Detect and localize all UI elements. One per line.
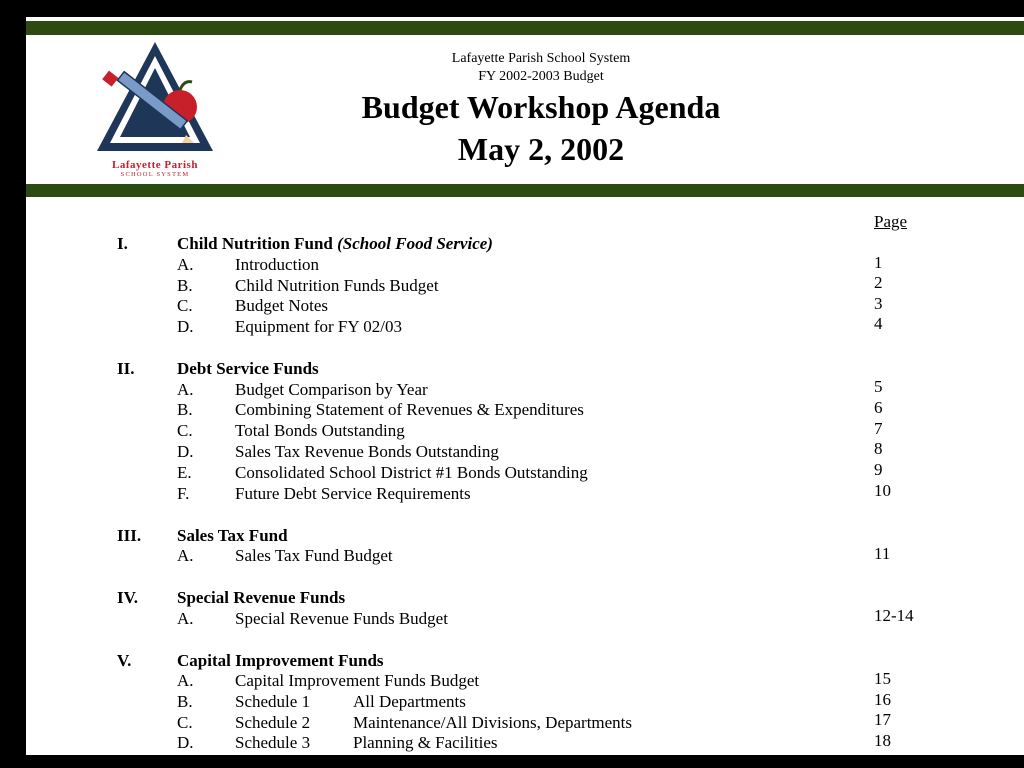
item-page: 4 — [874, 314, 883, 333]
item-letter: A. — [177, 380, 194, 399]
item-page: 11 — [874, 544, 891, 563]
section-title: Special Revenue Funds — [177, 588, 346, 607]
item-letter: E. — [177, 463, 192, 482]
fiscal-year: FY 2002-2003 Budget — [478, 69, 604, 84]
item-letter: D. — [177, 733, 194, 752]
section-numeral: III. — [117, 526, 142, 545]
item-letter: D. — [177, 442, 194, 461]
item-page: 15 — [874, 669, 891, 688]
item-letter: A. — [177, 609, 194, 628]
item-letter: A. — [177, 546, 194, 565]
section-numeral: I. — [117, 234, 128, 253]
item-letter: A. — [177, 671, 194, 690]
item-page: 10 — [874, 481, 891, 500]
item-letter: C. — [177, 421, 193, 440]
item-text: Introduction — [235, 255, 320, 274]
item-detail: All Departments — [353, 692, 466, 711]
item-text: Schedule 2 — [235, 713, 311, 732]
item-text: Total Bonds Outstanding — [235, 421, 405, 440]
item-page: 12-14 — [874, 606, 914, 625]
item-letter: B. — [177, 692, 193, 711]
item-page: 5 — [874, 377, 883, 396]
item-text: Schedule 1 — [235, 692, 311, 711]
section-subtitle: (School Food Service) — [337, 234, 493, 253]
item-text: Child Nutrition Funds Budget — [235, 276, 439, 295]
top-green-band — [26, 21, 1024, 35]
item-page: 18 — [874, 731, 891, 750]
item-text: Special Revenue Funds Budget — [235, 609, 448, 628]
section-numeral: V. — [117, 651, 132, 670]
page-title: Budget Workshop Agenda — [361, 89, 721, 125]
item-text: Future Debt Service Requirements — [235, 484, 471, 503]
item-detail: Planning & Facilities — [353, 733, 498, 752]
item-page: 16 — [874, 690, 891, 709]
item-page: 6 — [874, 398, 883, 417]
section-numeral: IV. — [117, 588, 138, 607]
section-title: Child Nutrition Fund (School Food Service) — [177, 234, 493, 253]
item-letter: C. — [177, 296, 193, 315]
item-text: Combining Statement of Revenues & Expenditures — [235, 400, 584, 419]
item-page: 3 — [874, 294, 883, 313]
item-text: Budget Comparison by Year — [235, 380, 428, 399]
section-title: Debt Service Funds — [177, 359, 319, 378]
item-letter: C. — [177, 713, 193, 732]
item-text: Sales Tax Fund Budget — [235, 546, 393, 565]
item-page: 7 — [874, 419, 883, 438]
item-page: 9 — [874, 460, 883, 479]
item-letter: B. — [177, 276, 193, 295]
meeting-date: May 2, 2002 — [457, 131, 625, 167]
divider-green-band — [26, 184, 1024, 197]
item-text: Budget Notes — [235, 296, 329, 315]
item-text: Consolidated School District #1 Bonds Outstanding — [235, 463, 588, 482]
item-page: 1 — [874, 253, 883, 272]
logo-subwordmark: SCHOOL SYSTEM — [120, 171, 190, 178]
item-detail: Maintenance/All Divisions, Departments — [353, 713, 633, 732]
item-text: Sales Tax Revenue Bonds Outstanding — [235, 442, 499, 461]
item-letter: B. — [177, 400, 193, 419]
item-text: Capital Improvement Funds Budget — [235, 671, 480, 690]
item-letter: F. — [177, 484, 190, 503]
page-column-header: Page — [874, 212, 908, 231]
organization-name: Lafayette Parish School System — [451, 51, 631, 66]
item-letter: D. — [177, 317, 194, 336]
section-numeral: II. — [117, 359, 135, 378]
item-text: Schedule 3 — [235, 733, 311, 752]
item-page: 17 — [874, 710, 891, 729]
section-title: Sales Tax Fund — [177, 526, 288, 545]
item-page: 2 — [874, 273, 883, 292]
item-letter: A. — [177, 255, 194, 274]
item-text: Equipment for FY 02/03 — [235, 317, 402, 336]
section-title: Capital Improvement Funds — [177, 651, 384, 670]
agenda-page — [26, 17, 1024, 755]
logo-wordmark: Lafayette Parish — [112, 159, 198, 171]
item-page: 8 — [874, 439, 883, 458]
